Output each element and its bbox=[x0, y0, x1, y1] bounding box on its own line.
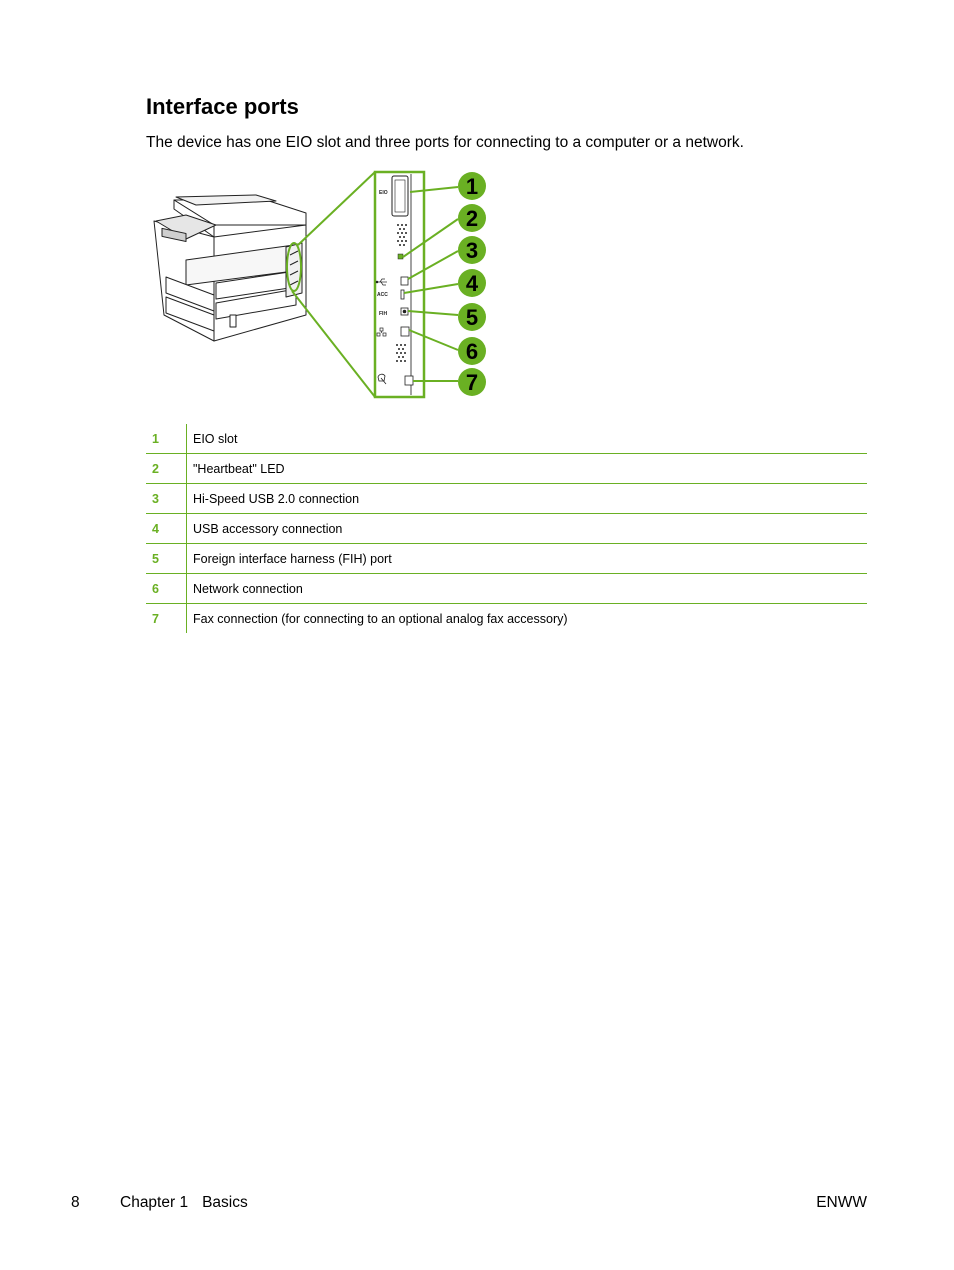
legend-number: 1 bbox=[146, 424, 187, 454]
callout-6 bbox=[458, 337, 486, 365]
legend-number: 3 bbox=[146, 484, 187, 514]
acc-port-graphic bbox=[401, 290, 404, 299]
table-row bbox=[146, 484, 867, 514]
callout-7 bbox=[458, 368, 486, 396]
table-row bbox=[146, 454, 867, 484]
legend-description: "Heartbeat" LED bbox=[193, 461, 285, 476]
table-row bbox=[146, 514, 867, 544]
callout-3 bbox=[458, 236, 486, 264]
callout-2 bbox=[458, 204, 486, 232]
legend-description: Hi-Speed USB 2.0 connection bbox=[193, 491, 360, 506]
legend-description: EIO slot bbox=[193, 431, 238, 446]
table-row bbox=[146, 424, 867, 454]
callout-5 bbox=[458, 303, 486, 331]
svg-text:2: 2 bbox=[465, 206, 479, 231]
panel-label-acc: ACC bbox=[377, 292, 388, 298]
network-port-graphic bbox=[401, 327, 409, 336]
svg-text:5: 5 bbox=[465, 305, 479, 330]
svg-text:4: 4 bbox=[465, 271, 479, 296]
fax-port-graphic bbox=[405, 376, 413, 385]
usb-port-graphic bbox=[401, 277, 408, 285]
table-row bbox=[146, 574, 867, 604]
svg-text:7: 7 bbox=[465, 370, 479, 395]
interface-ports-illustration bbox=[146, 165, 496, 405]
port-legend-table bbox=[146, 424, 867, 633]
panel-label-fih: FIH bbox=[379, 311, 388, 317]
section-name: Basics bbox=[202, 1194, 248, 1211]
legend-number: 6 bbox=[146, 574, 187, 604]
page-number: 8 bbox=[71, 1194, 80, 1211]
legend-number: 2 bbox=[146, 454, 187, 484]
chapter-label bbox=[120, 1193, 248, 1213]
legend-number: 7 bbox=[146, 604, 187, 634]
heartbeat-led-graphic bbox=[398, 254, 403, 259]
page-title: Interface ports bbox=[146, 94, 299, 119]
callout-1 bbox=[458, 172, 486, 200]
legend-description: Fax connection (for connecting to an optional analog fax accessory) bbox=[193, 611, 568, 626]
doc-code: ENWW bbox=[816, 1194, 867, 1211]
intro-paragraph: The device has one EIO slot and three ports for connecting to a computer or a network. bbox=[146, 134, 744, 151]
svg-text:6: 6 bbox=[465, 339, 479, 364]
table-row bbox=[146, 604, 867, 634]
table-row bbox=[146, 544, 867, 574]
zoom-line-top bbox=[298, 172, 375, 245]
legend-number: 5 bbox=[146, 544, 187, 574]
svg-text:3: 3 bbox=[465, 238, 479, 263]
chapter-name: Chapter 1 bbox=[120, 1194, 189, 1211]
legend-description: USB accessory connection bbox=[193, 521, 343, 536]
legend-description: Network connection bbox=[193, 581, 303, 596]
zoom-line-bottom bbox=[292, 291, 375, 397]
svg-text:1: 1 bbox=[465, 174, 479, 199]
panel-label-eio: EIO bbox=[379, 190, 388, 196]
printer-illustration bbox=[154, 195, 306, 341]
callout-4 bbox=[458, 269, 486, 297]
interface-ports-figure bbox=[146, 165, 496, 405]
legend-number: 4 bbox=[146, 514, 187, 544]
legend-description: Foreign interface harness (FIH) port bbox=[193, 551, 392, 566]
